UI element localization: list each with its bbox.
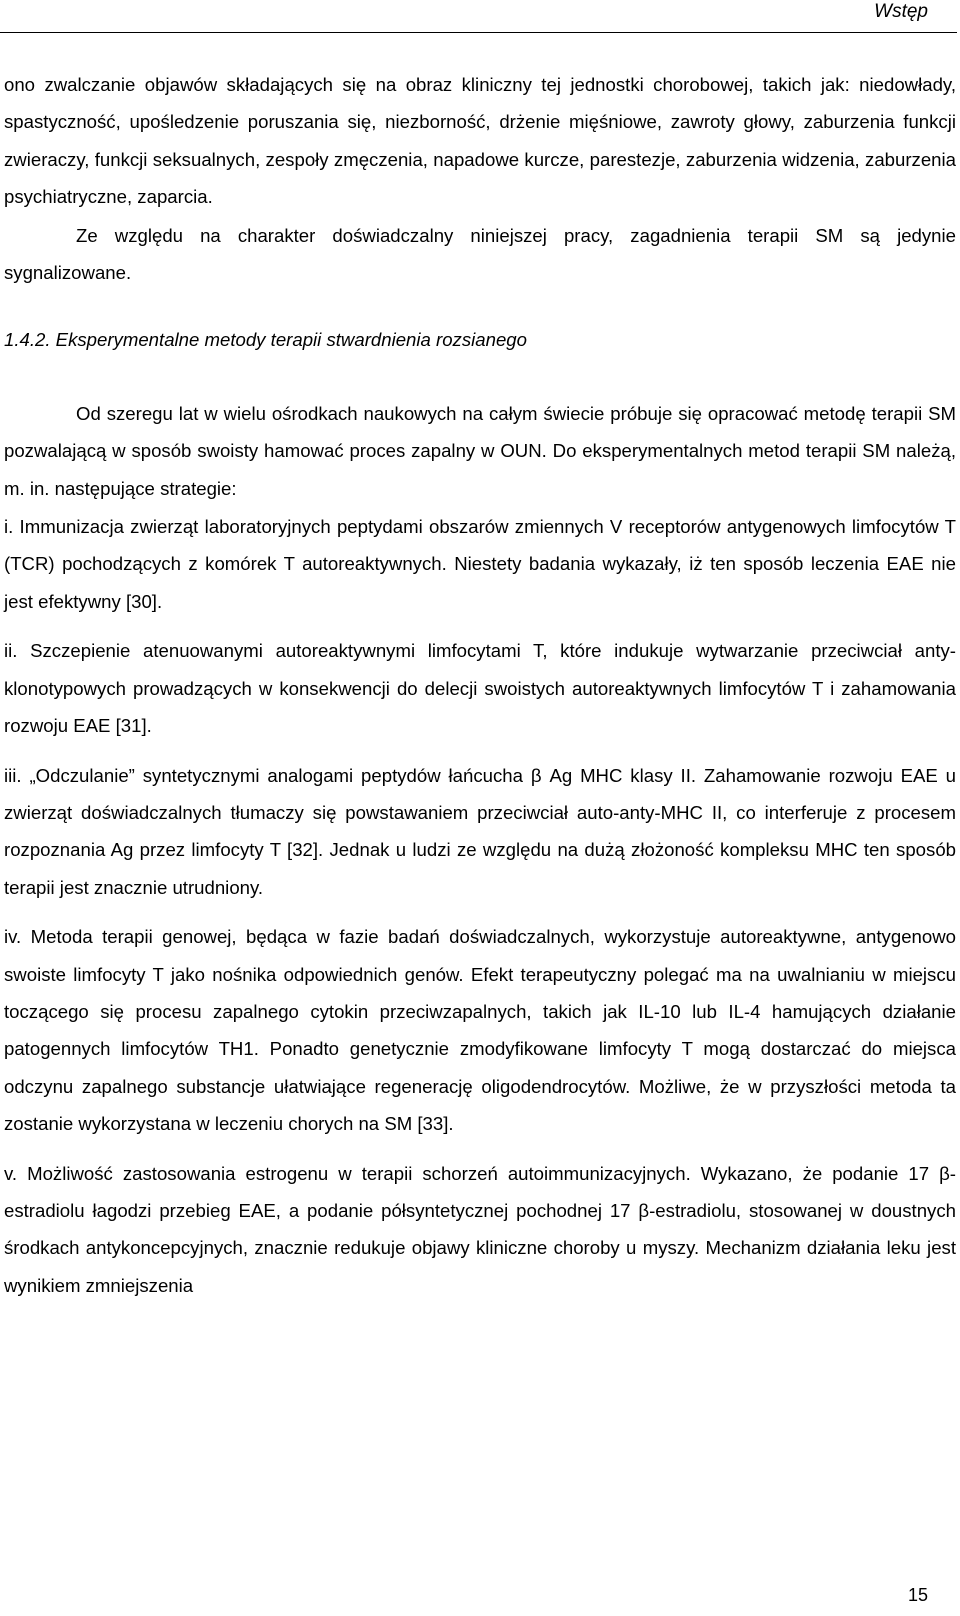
list-item-i: i. Immunizacja zwierząt laboratoryjnych peptydami obszarów zmiennych V receptorów antygenowych limfocytów T (TCR) pochodzących z komórek T autoreaktywnych. Niestety badania wykazały, iż ten sposób leczenia EAE nie jest efektywny [30]. bbox=[4, 516, 956, 612]
header-rule bbox=[0, 32, 957, 33]
paragraph-note: Ze względu na charakter doświadczalny niniejszej pracy, zagadnienia terapii SM są jedynie sygnalizowane. bbox=[4, 224, 956, 284]
section-heading: 1.4.2. Eksperymentalne metody terapii stwardnienia rozsianego bbox=[4, 329, 527, 351]
page-number: 15 bbox=[907, 1585, 928, 1605]
header-title: Wstęp bbox=[874, 1, 928, 22]
list-item-iv: iv. Metoda terapii genowej, będąca w fazie badań doświadczalnych, wykorzystuje autoreaktywne, antygenowo swoiste limfocyty T jako nośnika odpowiednich genów. Efekt terapeutyczny polegać ma na uwalnianiu w miejscu toczącego się procesu zapalnego cytokin przeciwzapalnych, takich jak IL-10 lub IL-4 hamujących działanie patogennych limfocytów TH1. Ponadto genetycznie zmodyfikowane limfocyty T mogą dostarczać do miejsca odczynu zapalnego substancje ułatwiające regenerację oligodendrocytów. Możliwe, że w przyszłości metoda ta zostanie wykorzystana w leczeniu chorych na SM [33]. bbox=[4, 926, 956, 1135]
page-header bbox=[0, 0, 960, 34]
list-item-v: v. Możliwość zastosowania estrogenu w terapii schorzeń autoimmunizacyjnych. Wykazano, że podanie 17 β-estradiolu łagodzi przebieg EAE, a podanie półsyntetycznej pochodnej 17 β-estradiolu, stosowanej w doustnych środkach antykoncepcyjnych, znacznie redukuje objawy kliniczne choroby u myszy. Mechanizm działania leku jest wynikiem zmniejszenia bbox=[4, 1162, 956, 1296]
paragraph-continuation: ono zwalczanie objawów składających się na obraz kliniczny tej jednostki chorobowej, takich jak: niedowłady, spastyczność, upośledzenie poruszania się, niezborność, drżenie mięśniowe, zawroty głowy, zaburzenia funkcji zwieraczy, funkcji seksualnych, zespoły zmęczenia, napadowe kurcze, parestezje, zaburzenia widzenia, zaburzenia psychiatryczne, zaparcia. bbox=[4, 74, 956, 208]
document-body bbox=[4, 66, 956, 1304]
list-item-ii: ii. Szczepienie atenuowanymi autoreaktywnymi limfocytami T, które indukuje wytwarzanie przeciwciał anty-klonotypowych prowadzących w konsekwencji do delecji swoistych autoreaktywnych limfocytów T i zahamowania rozwoju EAE [31]. bbox=[4, 640, 956, 737]
list-item-iii: iii. „Odczulanie” syntetycznymi analogami peptydów łańcucha β Ag MHC klasy II. Zahamowanie rozwoju EAE u zwierząt doświadczalnych tłumaczy się powstawaniem przeciwciał auto-anty-MHC II, co interferuje z procesem rozpoznania Ag przez limfocyty T [32]. Jednak u ludzi ze względu na dużą złożoność kompleksu MHC ten sposób terapii jest znacznie utrudniony. bbox=[4, 764, 956, 898]
paragraph-intro: Od szeregu lat w wielu ośrodkach naukowych na całym świecie próbuje się opracować metodę terapii SM pozwalającą w sposób swoisty hamować proces zapalny w OUN. Do eksperymentalnych metod terapii SM należą, m. in. następujące strategie: bbox=[4, 402, 956, 499]
